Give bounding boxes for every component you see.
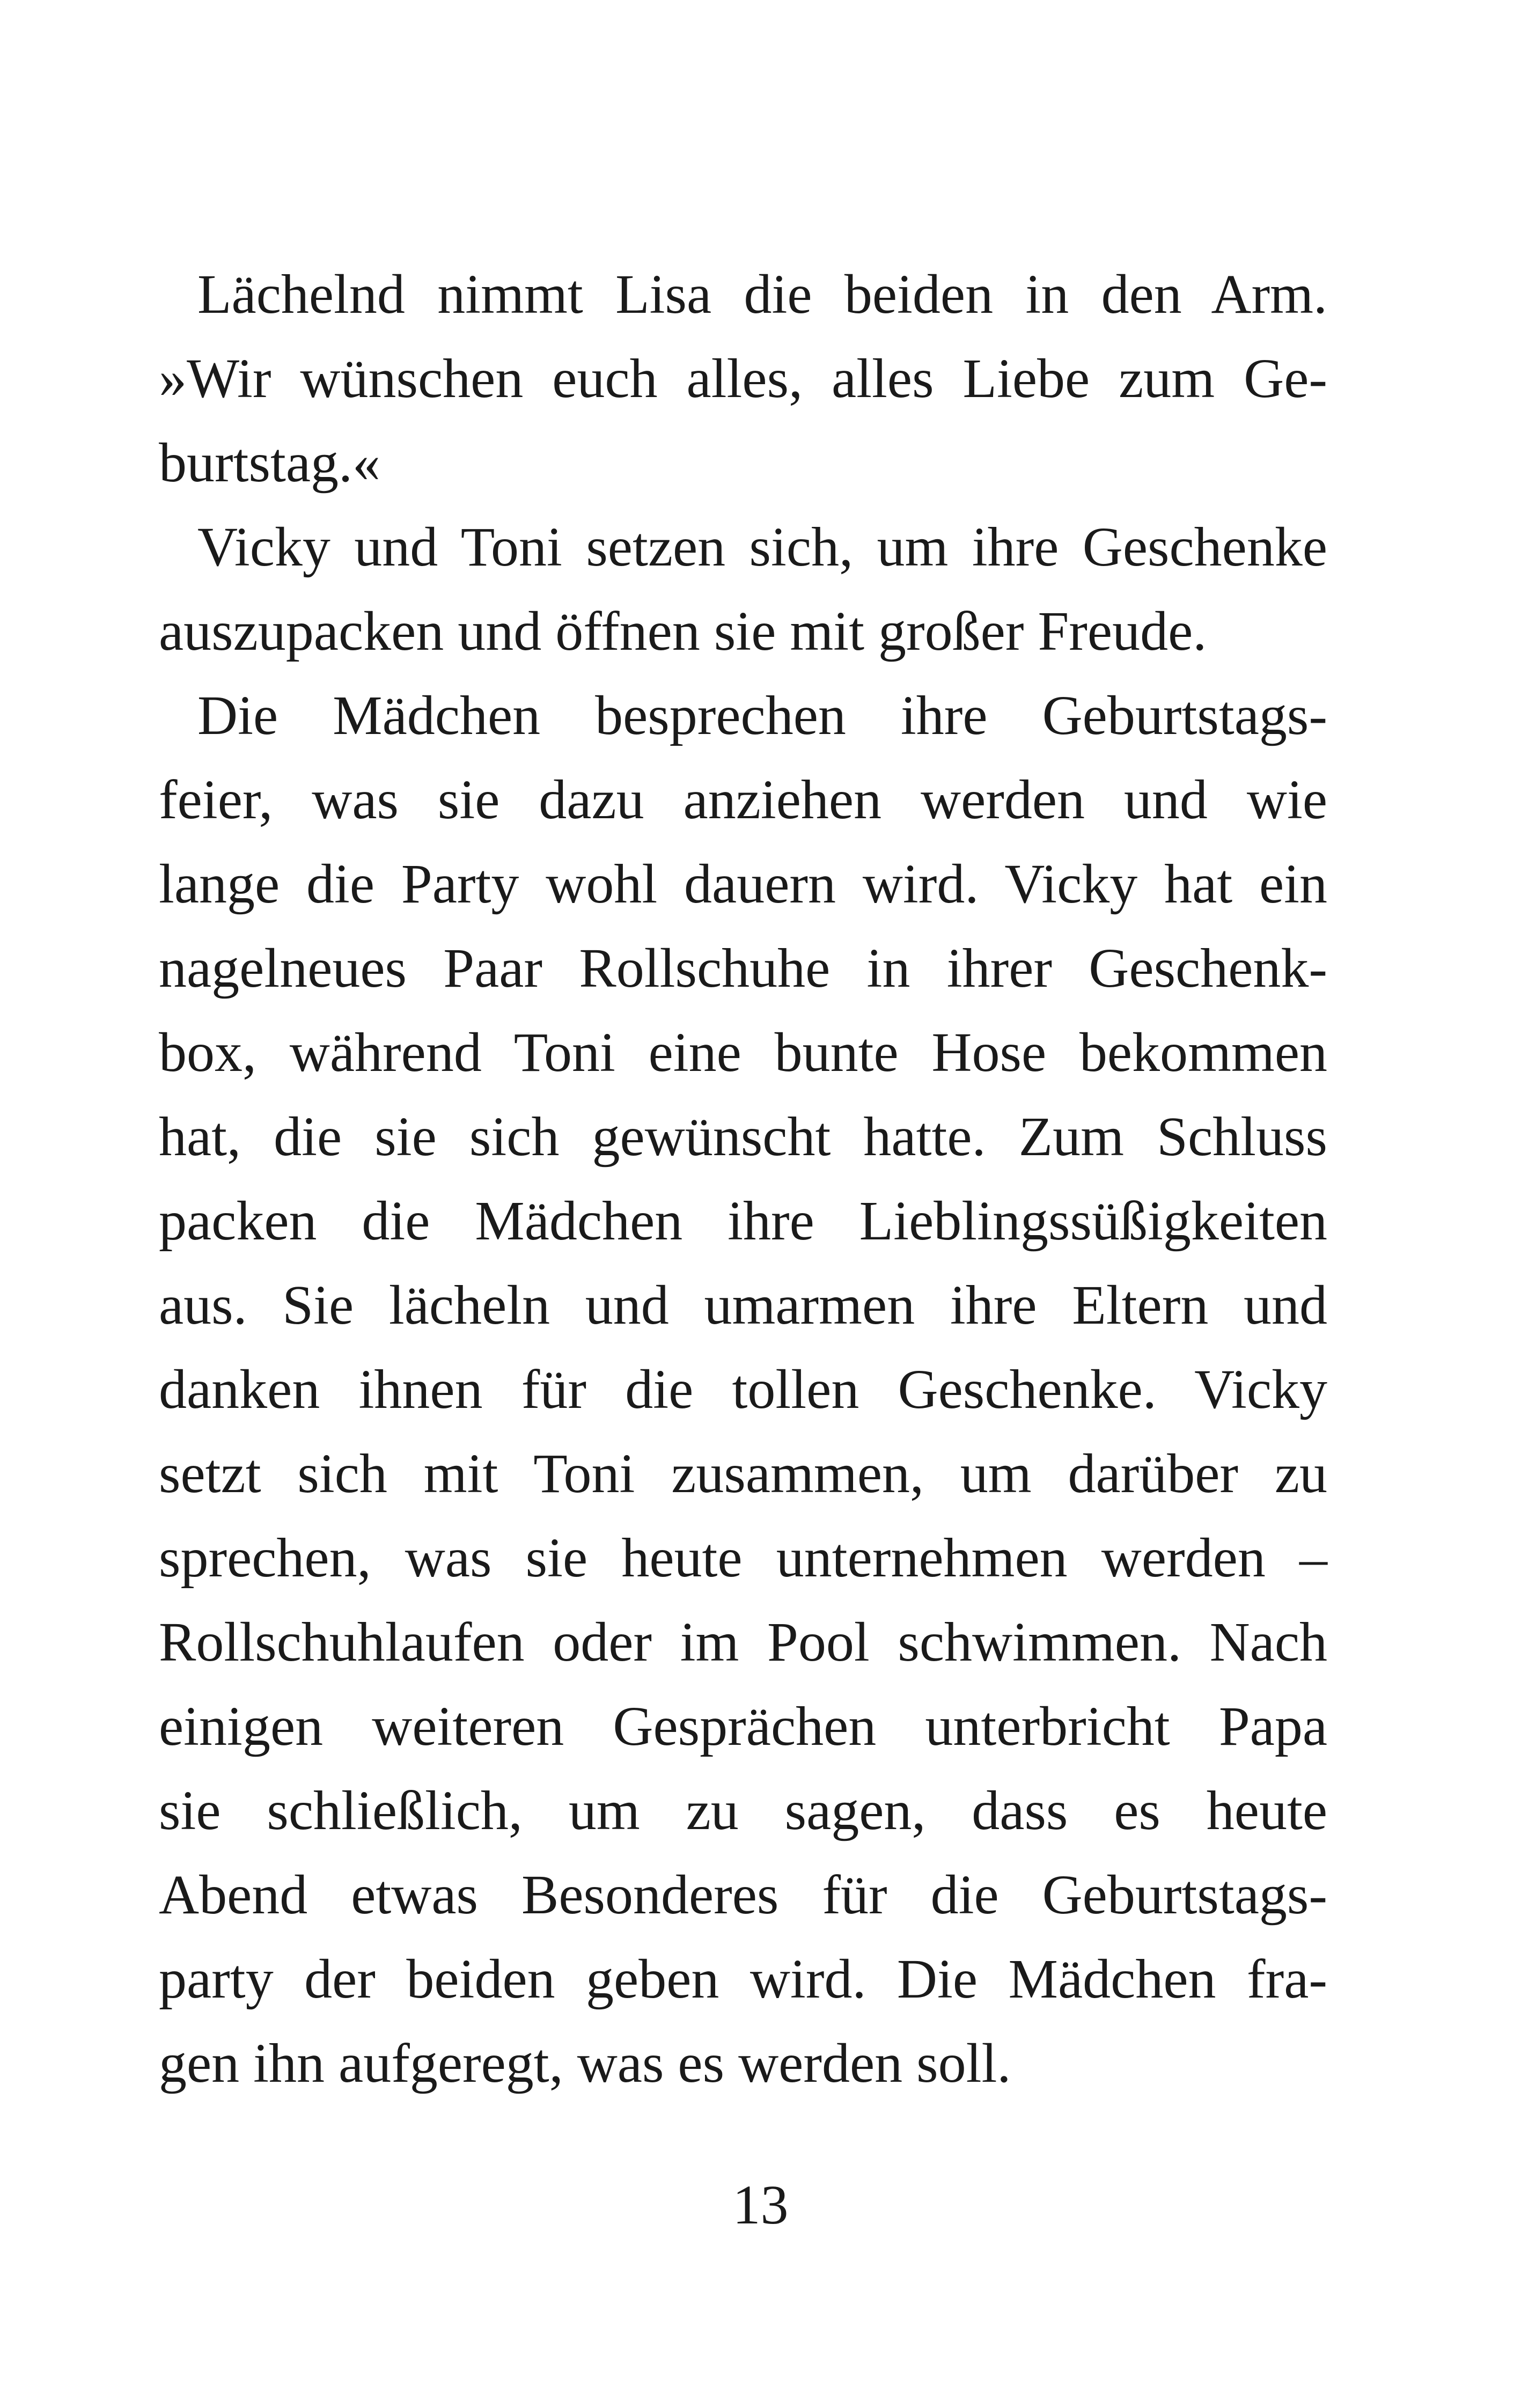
page-number: 13 (732, 2174, 789, 2236)
text-line: setzt sich mit Toni zusammen, um darüber zu (159, 1443, 1327, 1504)
text-line: auszupacken und öffnen sie mit großer Freude. (159, 600, 1207, 662)
text-line: box, während Toni eine bunte Hose bekommen (159, 1022, 1327, 1083)
text-line: einigen weiteren Gesprächen unterbricht Papa (159, 1695, 1327, 1757)
text-line: nagelneues Paar Rollschuhe in ihrer Geschenk- (159, 937, 1327, 999)
text-line: party der beiden geben wird. Die Mädchen fra- (159, 1948, 1327, 2010)
text-line: gen ihn aufgeregt, was es werden soll. (159, 2032, 1011, 2094)
text-line: burtstag.« (159, 432, 381, 494)
text-line: hat, die sie sich gewünscht hatte. Zum Schluss (159, 1106, 1327, 1168)
text-line: Abend etwas Besonderes für die Geburtstags- (159, 1864, 1327, 1926)
text-line: danken ihnen für die tollen Geschenke. Vicky (159, 1359, 1327, 1420)
text-line: Die Mädchen besprechen ihre Geburtstags- (197, 685, 1327, 746)
text-line: Lächelnd nimmt Lisa die beiden in den Arm. (197, 263, 1327, 325)
text-line: sie schließlich, um zu sagen, dass es heute (159, 1780, 1327, 1841)
text-line: lange die Party wohl dauern wird. Vicky hat ein (159, 853, 1327, 915)
text-line: aus. Sie lächeln und umarmen ihre Eltern und (159, 1274, 1327, 1336)
text-line: Vicky und Toni setzen sich, um ihre Geschenke (197, 516, 1327, 578)
text-line: packen die Mädchen ihre Lieblingssüßigkeiten (159, 1190, 1327, 1252)
text-line: feier, was sie dazu anziehen werden und wie (159, 769, 1327, 831)
body-text (159, 252, 1327, 2105)
text-line: »Wir wünschen euch alles, alles Liebe zum Ge- (159, 348, 1327, 409)
text-line: Rollschuhlaufen oder im Pool schwimmen. Nach (159, 1611, 1327, 1673)
text-line: sprechen, was sie heute unternehmen werden – (159, 1527, 1327, 1589)
